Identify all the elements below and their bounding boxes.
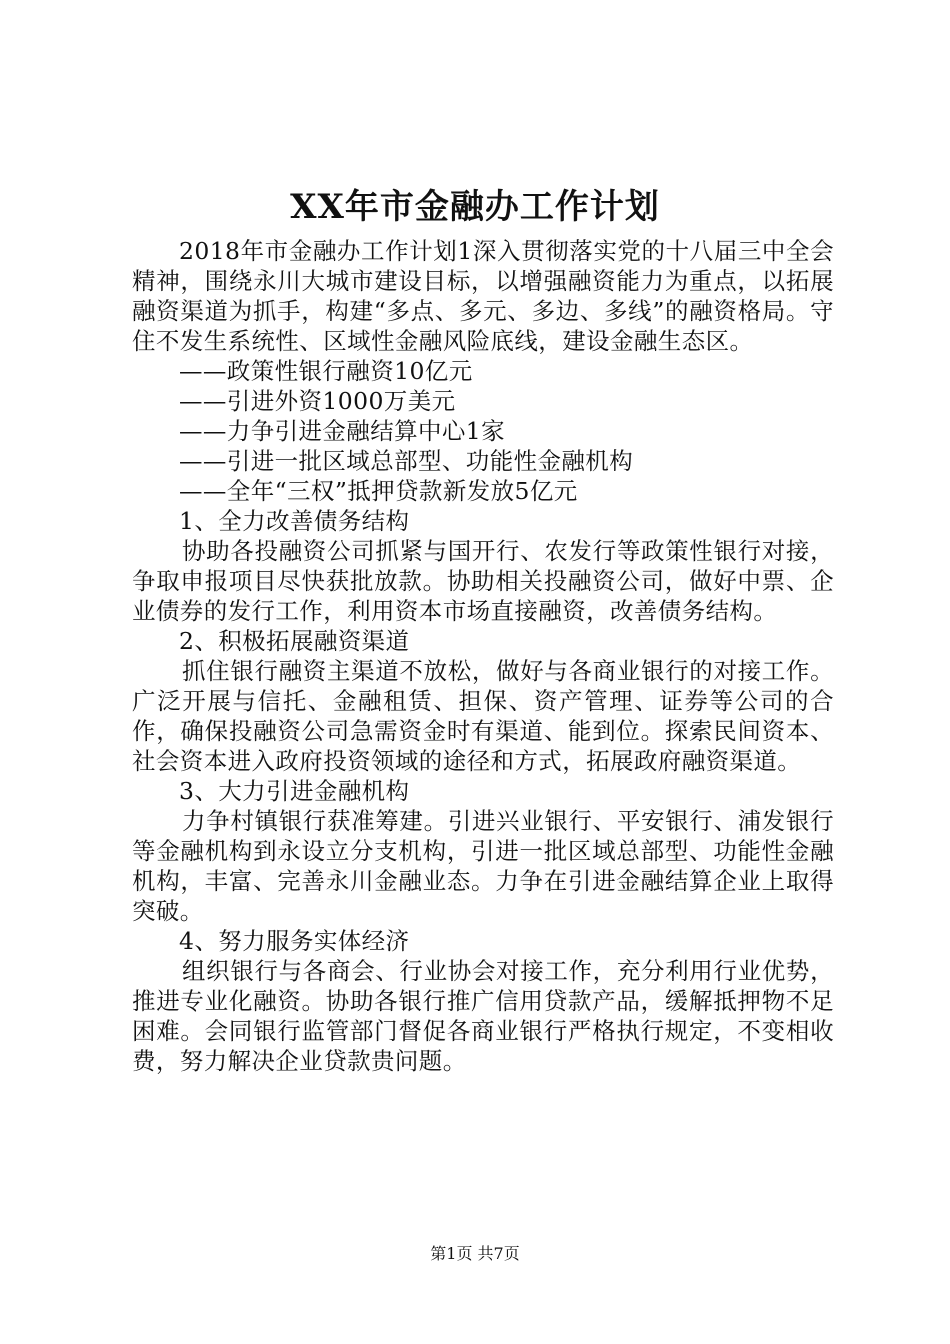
section-body: 协助各投融资公司抓紧与国开行、农发行等政策性银行对接，争取申报项目尽快获批放款。协助相关投融资公司，做好中票、企业债券的发行工作，利用资本市场直接融资，改善债务结构。 — [132, 537, 834, 625]
page-number-footer: 第1页 共7页 — [430, 1244, 520, 1263]
intro-paragraph: 2018年市金融办工作计划1深入贯彻落实党的十八届三中全会精神，围绕永川大城市建设目标，以增强融资能力为重点，以拓展融资渠道为抓手，构建“多点、多元、多边、多线”的融资格局。守住不发生系统性、区域性金融风险底线，建设金融生态区。 — [132, 237, 834, 355]
target-item: ——引进外资1000万美元 — [179, 387, 456, 415]
document-title: XX年市金融办工作计划 — [290, 187, 660, 227]
section-heading: 1、全力改善债务结构 — [179, 507, 410, 535]
section-heading: 4、努力服务实体经济 — [179, 927, 410, 955]
section-heading: 2、积极拓展融资渠道 — [179, 627, 410, 655]
target-item: ——引进一批区域总部型、功能性金融机构 — [179, 447, 634, 475]
target-item: ——政策性银行融资10亿元 — [179, 357, 473, 385]
section-body: 组织银行与各商会、行业协会对接工作，充分利用行业优势，推进专业化融资。协助各银行推广信用贷款产品，缓解抵押物不足困难。会同银行监管部门督促各商业银行严格执行规定，不变相收费，努力解决企业贷款贵问题。 — [132, 957, 834, 1075]
target-item: ——力争引进金融结算中心1家 — [179, 417, 506, 445]
section-body: 力争村镇银行获准筹建。引进兴业银行、平安银行、浦发银行等金融机构到永设立分支机构，引进一批区域总部型、功能性金融机构，丰富、完善永川金融业态。力争在引进金融结算企业上取得突破。 — [132, 807, 834, 925]
section-body: 抓住银行融资主渠道不放松，做好与各商业银行的对接工作。广泛开展与信托、金融租赁、担保、资产管理、证券等公司的合作，确保投融资公司急需资金时有渠道、能到位。探索民间资本、社会资本进入政府投资领域的途径和方式，拓展政府融资渠道。 — [132, 657, 834, 775]
target-item: ——全年“三权”抵押贷款新发放5亿元 — [179, 477, 578, 505]
document-body — [132, 236, 834, 1076]
section-heading: 3、大力引进金融机构 — [179, 777, 410, 805]
